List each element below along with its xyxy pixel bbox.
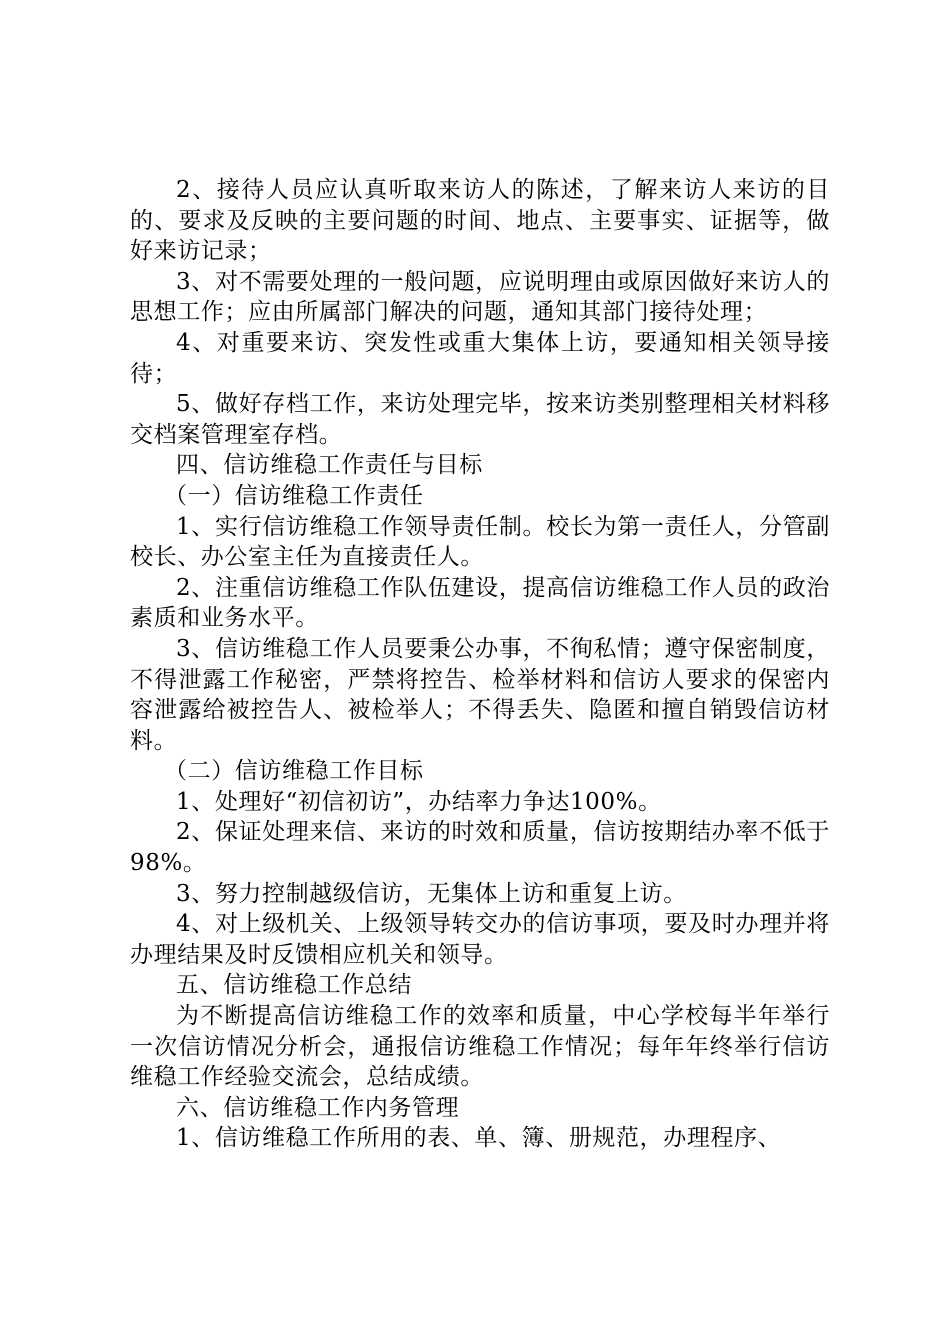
paragraph-reception-item-3: 3、对不需要处理的一般问题，应说明理由或原因做好来访人的思想工作；应由所属部门解决的问题，通知其部门接待处理； — [130, 268, 830, 326]
paragraph-responsibility-item-2: 2、注重信访维稳工作队伍建设，提高信访维稳工作人员的政治素质和业务水平。 — [130, 574, 830, 632]
subsection-heading-goals: （二）信访维稳工作目标 — [164, 758, 424, 785]
paragraph-summary: 为不断提高信访维稳工作的效率和质量，中心学校每半年举行一次信访情况分析会，通报信访维稳工作情况；每年年终举行信访维稳工作经验交流会，总结成绩。 — [130, 1003, 830, 1091]
subsection-heading-responsibility: （一）信访维稳工作责任 — [164, 482, 424, 509]
paragraph-goal-item-2: 2、保证处理来信、来访的时效和质量，信访按期结办率不低于98%。 — [130, 819, 830, 877]
section-heading-5: 五、信访维稳工作总结 — [176, 972, 412, 999]
paragraph-goal-item-1: 1、处理好“初信初访”，办结率力争达100%。 — [176, 788, 662, 815]
document-page — [130, 175, 830, 1154]
paragraph-reception-item-2: 2、接待人员应认真听取来访人的陈述，了解来访人来访的目的、要求及反映的主要问题的时间、地点、主要事实、证据等，做好来访记录； — [130, 177, 830, 265]
paragraph-responsibility-item-1: 1、实行信访维稳工作领导责任制。校长为第一责任人，分管副校长、办公室主任为直接责任人。 — [130, 513, 830, 571]
paragraph-goal-item-3: 3、努力控制越级信访，无集体上访和重复上访。 — [176, 880, 687, 907]
paragraph-responsibility-item-3: 3、信访维稳工作人员要秉公办事，不徇私情；遵守保密制度，不得泄露工作秘密，严禁将控告、检举材料和信访人要求的保密内容泄露给被控告人、被检举人；不得丢失、隐匿和擅自销毁信访材料。 — [130, 635, 830, 754]
paragraph-reception-item-4: 4、对重要来访、突发性或重大集体上访，要通知相关领导接待； — [130, 329, 830, 387]
section-heading-6: 六、信访维稳工作内务管理 — [176, 1094, 460, 1121]
section-heading-4: 四、信访维稳工作责任与目标 — [176, 452, 483, 479]
paragraph-reception-item-5: 5、做好存档工作，来访处理完毕，按来访类别整理相关材料移交档案管理室存档。 — [130, 391, 830, 448]
paragraph-goal-item-4: 4、对上级机关、上级领导转交办的信访事项，要及时办理并将办理结果及时反馈相应机关和领导。 — [130, 911, 830, 968]
paragraph-internal-item-1: 1、信访维稳工作所用的表、单、簿、册规范，办理程序、 — [176, 1125, 782, 1152]
